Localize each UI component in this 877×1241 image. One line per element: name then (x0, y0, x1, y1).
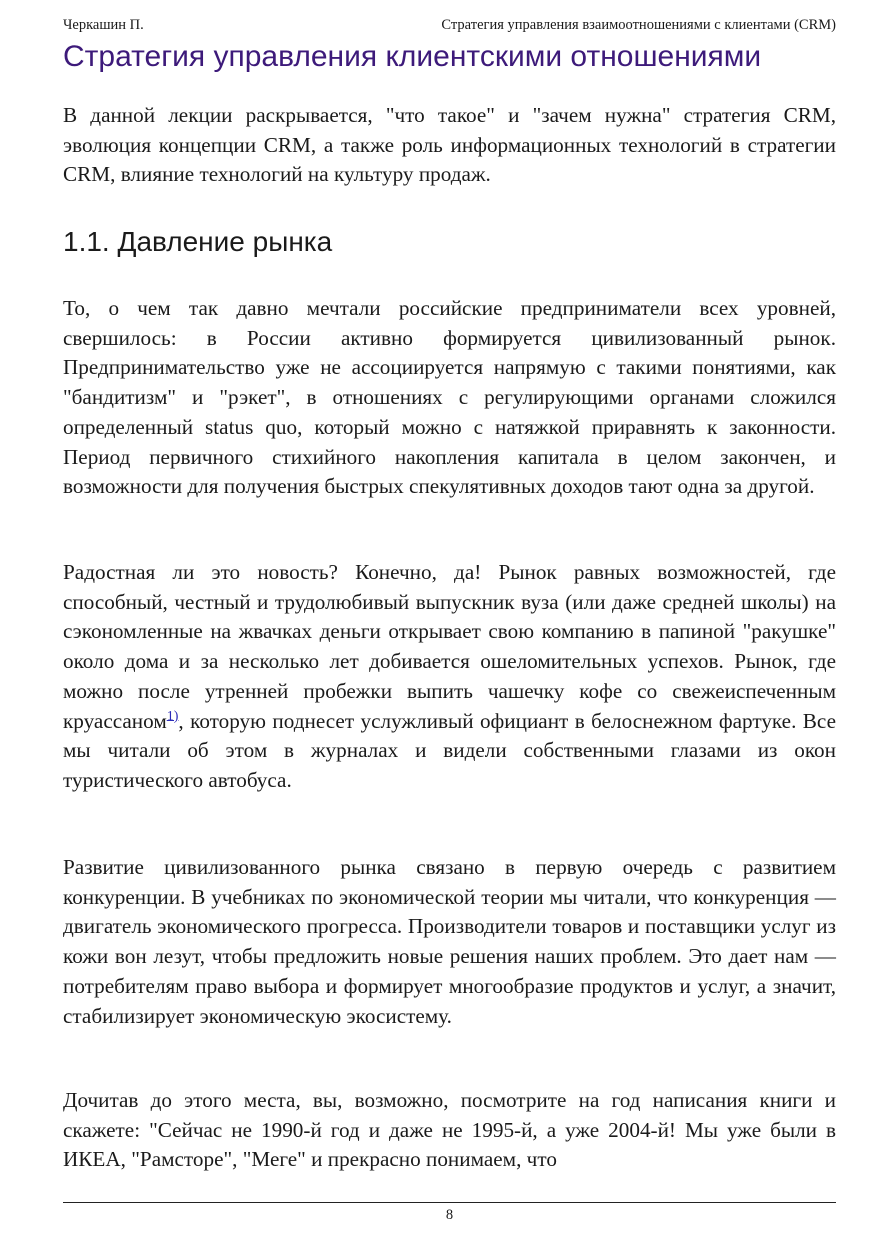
page-number: 8 (445, 1207, 454, 1223)
footer-divider (63, 1202, 836, 1203)
document-page (63, 0, 836, 1241)
paragraph-2 (63, 558, 836, 796)
header-author: Черкашин П. (63, 17, 144, 33)
chapter-intro-paragraph: В данной лекции раскрывается, "что такое" и "зачем нужна" стратегия CRM, эволюция концепции CRM, а также роль информационных технологий в стратегии CRM, влияние технологий на культуру продаж. (63, 103, 836, 187)
paragraph-1: То, о чем так давно мечтали российские предприниматели всех уровней, свершилось: в России активно формируется цивилизованный рынок. Предпринимательство уже не ассоциируется напрямую с такими понятиями, как "бандитизм" и "рэкет", в отношениях с регулирующими органами сложился определенный status quo, который можно с натяжкой приравнять к законности. Период первичного стихийного накопления капитала в целом закончен, и возможности для получения быстрых спекулятивных доходов тают одна за другой. (63, 296, 836, 499)
section-heading: 1.1. Давление рынка (63, 226, 333, 257)
paragraph-2-text-after: , которую поднесет услужливый официант в белоснежном фартуке. Все мы читали об этом в журналах и видели собственными глазами из окон туристического автобуса. (63, 708, 836, 792)
chapter-title: Стратегия управления клиентскими отношениями (63, 40, 762, 73)
paragraph-3: Развитие цивилизованного рынка связано в первую очередь с развитием конкуренции. В учебниках по экономической теории мы читали, что конкуренция — двигатель экономического прогресса. Производители товаров и поставщики услуг из кожи вон лезут, чтобы предложить новые решения наших проблем. Это дает нам — потребителям право выбора и формирует многообразие продуктов и услуг, а значит, стабилизирует экономическую экосистему. (63, 855, 836, 1028)
footnote-link[interactable]: 1) (166, 708, 179, 724)
header-book-title: Стратегия управления взаимоотношениями с клиентами (CRM) (441, 17, 836, 33)
paragraph-4: Дочитав до этого места, вы, возможно, посмотрите на год написания книги и скажете: "Сейчас не 1990-й год и даже не 1995-й, а уже 2004-й! Мы уже были в ИКЕА, "Рамсторе", "Меге" и прекрасно понимаем, что (63, 1088, 836, 1172)
paragraph-2-text-before: Радостная ли это новость? Конечно, да! Рынок равных возможностей, где способный, честный и трудолюбивый выпускник вуза (или даже средней школы) на сэкономленные на жвачках деньги открывает свою компанию в папиной "ракушке" около дома и за несколько лет добивается ошеломительных успехов. Рынок, где можно после утренней пробежки выпить чашечку кофе со свежеиспеченным круассаном (63, 560, 836, 733)
